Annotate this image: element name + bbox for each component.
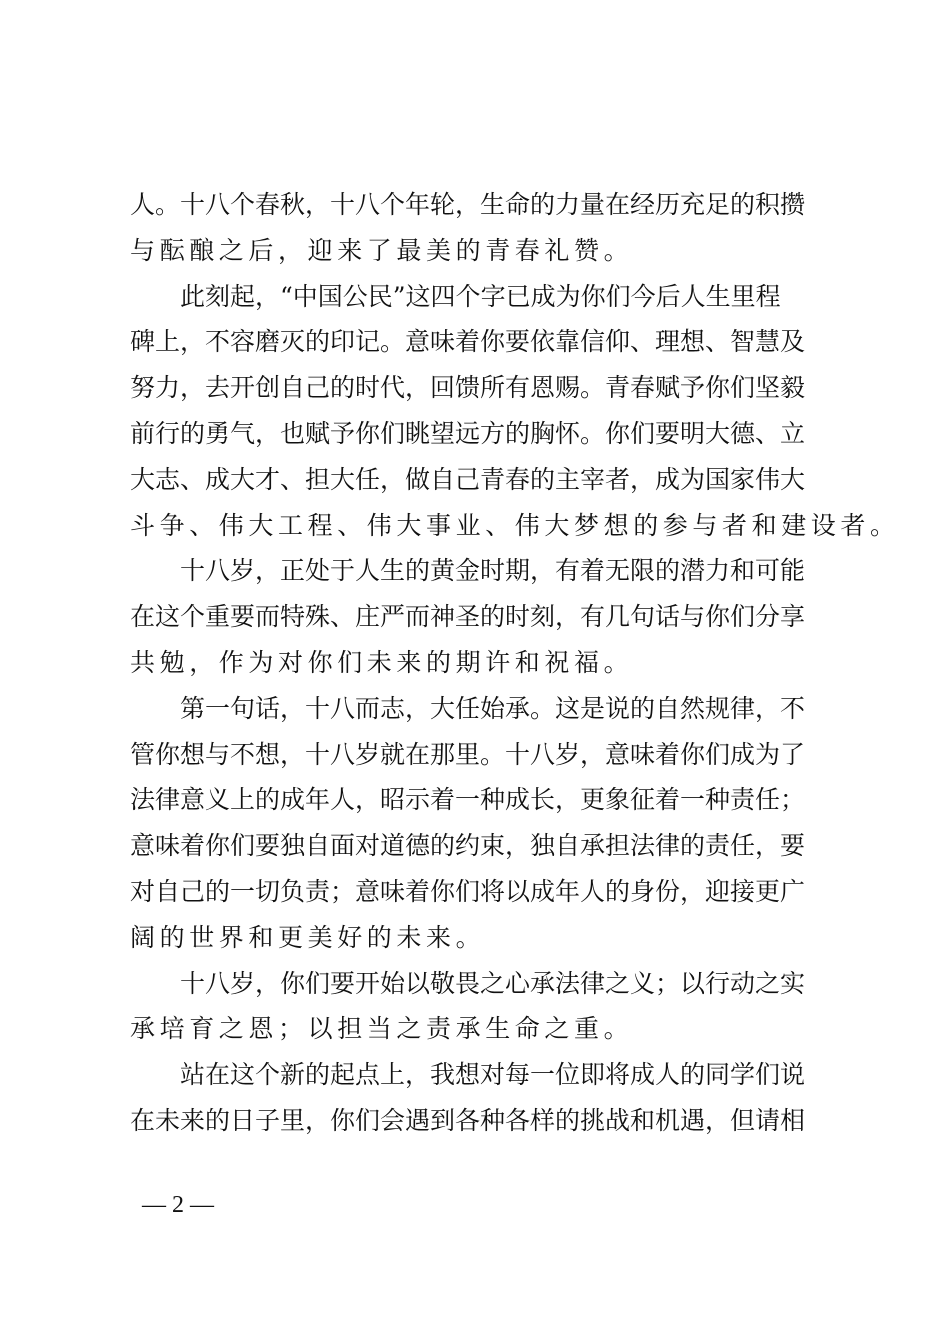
text-line: 大志、成大才、担大任，做自己青春的主宰者，成为国家伟大	[130, 464, 806, 494]
text-line: 站在这个新的起点上，我想对每一位即将成人的同学们说	[180, 1060, 806, 1090]
text-line: 前行的勇气，也赋予你们眺望远方的胸怀。你们要明大德、立	[130, 418, 806, 448]
text-line: 在这个重要而特殊、庄严而神圣的时刻，有几句话与你们分享	[130, 602, 806, 632]
body-text	[130, 182, 900, 1144]
text-line: 共勉，作为对你们未来的期许和祝福。	[130, 647, 634, 677]
text-line: 意味着你们要独自面对道德的约束，独自承担法律的责任，要	[130, 831, 806, 861]
text-line: 此刻起，“中国公民”这四个字已成为你们今后人生里程	[180, 281, 781, 311]
text-line: 第一句话，十八而志，大任始承。这是说的自然规律，不	[180, 693, 806, 723]
text-line: 与酝酿之后，迎来了最美的青春礼赞。	[130, 235, 634, 265]
text-line: 承培育之恩；以担当之责承生命之重。	[130, 1014, 634, 1044]
text-line: 法律意义上的成年人，昭示着一种成长，更象征着一种责任；	[130, 785, 806, 815]
text-line: 十八岁，正处于人生的黄金时期，有着无限的潜力和可能	[180, 556, 806, 586]
text-line: 碑上，不容磨灭的印记。意味着你要依靠信仰、理想、智慧及	[130, 327, 806, 357]
text-line: 十八岁，你们要开始以敬畏之心承法律之义；以行动之实	[180, 968, 806, 998]
text-line: 努力，去开创自己的时代，回馈所有恩赐。青春赋予你们坚毅	[130, 373, 806, 403]
text-line: 阔的世界和更美好的未来。	[130, 922, 486, 952]
text-line: 人。十八个春秋，十八个年轮，生命的力量在经历充足的积攒	[130, 190, 806, 219]
text-line: 管你想与不想，十八岁就在那里。十八岁，意味着你们成为了	[130, 739, 806, 769]
text-line: 斗争、伟大工程、伟大事业、伟大梦想的参与者和建设者。	[130, 510, 900, 540]
text-line: 在未来的日子里，你们会遇到各种各样的挑战和机遇，但请相	[130, 1105, 806, 1135]
page-number: — 2 —	[142, 1192, 214, 1218]
text-line: 对自己的一切负责；意味着你们将以成年人的身份，迎接更广	[130, 876, 806, 906]
